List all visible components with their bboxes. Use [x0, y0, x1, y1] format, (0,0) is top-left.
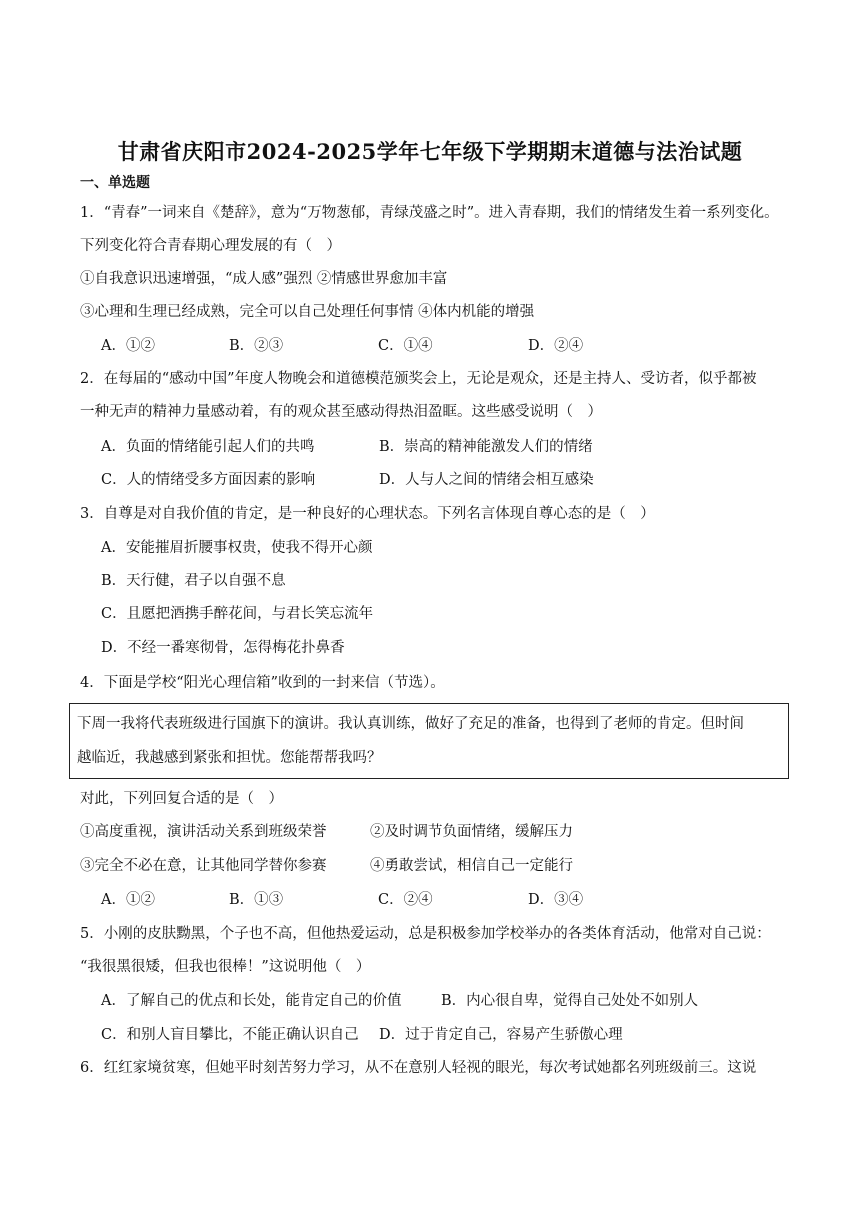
q3-option-b: B．天行健，君子以自强不息: [101, 573, 286, 589]
q3-option-c: C．且愿把酒携手醉花间，与君长笑忘流年: [101, 606, 374, 622]
q5-stem-line1: 5．小刚的皮肤黝黑，个子也不高，但他热爱运动，总是积极参加学校举办的各类体育活动，他常对自己说：: [80, 926, 771, 942]
q1-stem-line1: 1．“青春”一词来自《楚辞》，意为“万物葱郁，青绿茂盛之时”。进入青春期，我们的情绪发生着一系列变化。: [80, 205, 779, 221]
q5-option-b: B．内心很自卑，觉得自己处处不如别人: [441, 993, 699, 1009]
q2-stem-line1: 2．在每届的“感动中国”年度人物晚会和道德模范颁奖会上，无论是观众，还是主持人、受访者，似乎都被: [80, 371, 757, 387]
q4-option-c: C．②④: [378, 892, 433, 908]
q4-statement-3: ③完全不必在意，让其他同学替你参赛: [80, 858, 327, 874]
q1-option-c: C．①④: [378, 338, 433, 354]
q4-statement-2: ②及时调节负面情绪，缓解压力: [370, 824, 573, 840]
q3-stem: 3．自尊是对自我价值的肯定，是一种良好的心理状态。下列名言体现自尊心态的是（ ）: [80, 506, 655, 522]
q2-option-b: B．崇高的精神能激发人们的情绪: [379, 439, 593, 455]
q4-option-d: D．③④: [528, 892, 584, 908]
q4-letter-line2: 越临近，我越感到紧张和担忧。您能帮帮我吗？: [77, 750, 382, 766]
q5-option-d: D．过于肯定自己，容易产生骄傲心理: [379, 1027, 623, 1043]
section-heading: 一、单选题: [80, 175, 150, 191]
q2-option-d: D．人与人之间的情绪会相互感染: [379, 472, 594, 488]
q5-option-c: C．和别人盲目攀比，不能正确认识自己: [101, 1027, 359, 1043]
q4-option-a: A．①②: [101, 892, 155, 908]
q6-stem-line1: 6．红红家境贫寒，但她平时刻苦努力学习，从不在意别人轻视的眼光，每次考试她都名列班级前三。这说: [80, 1060, 757, 1076]
exam-title: 甘肃省庆阳市2024-2025学年七年级下学期期末道德与法治试题: [117, 139, 743, 164]
q5-option-a: A．了解自己的优点和长处，能肯定自己的价值: [101, 993, 402, 1009]
q1-statements-line1: ①自我意识迅速增强，“成人感”强烈 ②情感世界愈加丰富: [80, 271, 448, 287]
q5-stem-line2: “我很黑很矮，但我也很棒！”这说明他（ ）: [80, 959, 371, 975]
q4-option-b: B．①③: [229, 892, 284, 908]
q4-stem: 4．下面是学校“阳光心理信箱”收到的一封来信（节选）。: [80, 675, 445, 691]
q4-question: 对此，下列回复合适的是（ ）: [80, 791, 283, 807]
q2-option-c: C．人的情绪受多方面因素的影响: [101, 472, 316, 488]
q1-option-d: D．②④: [528, 338, 584, 354]
q2-option-a: A．负面的情绪能引起人们的共鸣: [101, 439, 315, 455]
q1-option-b: B．②③: [229, 338, 284, 354]
q4-letter-line1: 下周一我将代表班级进行国旗下的演讲。我认真训练，做好了充足的准备，也得到了老师的肯定。但时间: [77, 716, 744, 732]
q3-option-a: A．安能摧眉折腰事权贵，使我不得开心颜: [101, 540, 373, 556]
q1-statements-line2: ③心理和生理已经成熟，完全可以自己处理任何事情 ④体内机能的增强: [80, 304, 535, 320]
q4-statement-1: ①高度重视，演讲活动关系到班级荣誉: [80, 824, 327, 840]
q2-stem-line2: 一种无声的精神力量感动着，有的观众甚至感动得热泪盈眶。这些感受说明（ ）: [80, 404, 602, 420]
q3-option-d: D．不经一番寒彻骨，怎得梅花扑鼻香: [101, 640, 345, 656]
q1-stem-line2: 下列变化符合青春期心理发展的有（ ）: [80, 238, 341, 254]
q4-statement-4: ④勇敢尝试，相信自己一定能行: [370, 858, 573, 874]
q1-option-a: A．①②: [101, 338, 155, 354]
